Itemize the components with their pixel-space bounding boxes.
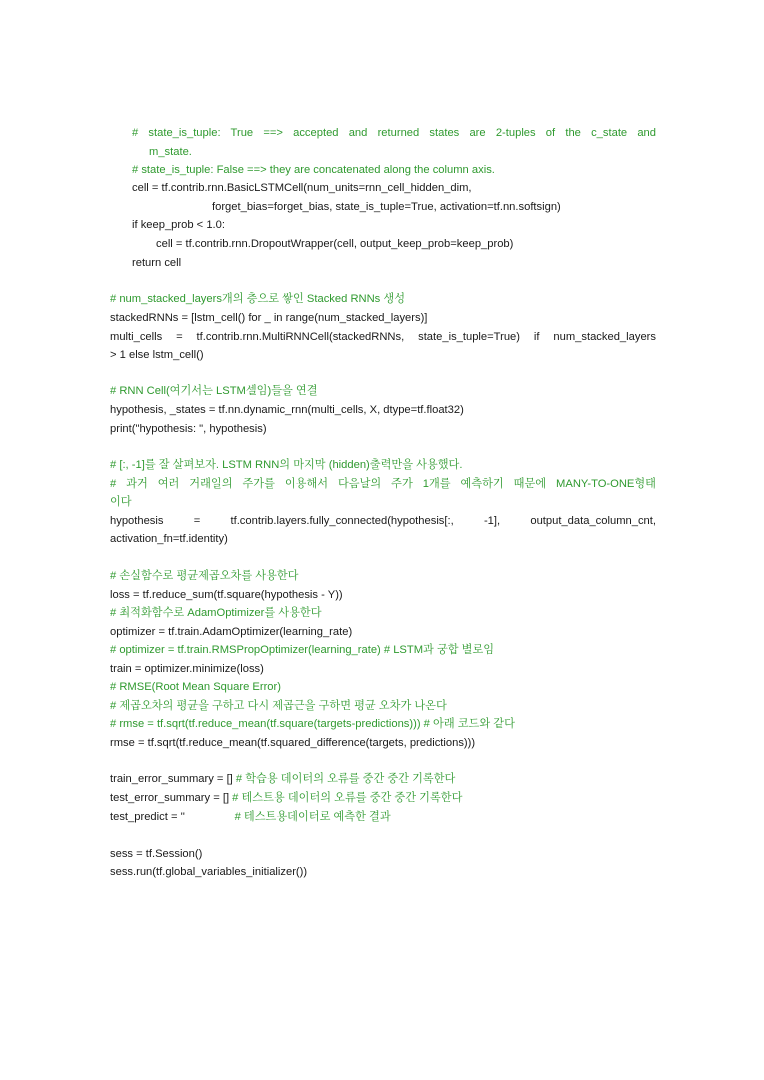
code-comment-line: # state_is_tuple: True ==> accepted and returned states are 2-tuples of the c_state and xyxy=(132,127,656,139)
code-statement: test_error_summary = [] xyxy=(110,792,233,804)
code-line: if keep_prob < 1.0: xyxy=(132,219,225,231)
code-line xyxy=(110,789,656,807)
code-comment-line: 이다 xyxy=(110,496,132,508)
code-line: print("hypothesis: ", hypothesis) xyxy=(110,423,267,435)
code-line: stackedRNNs = [lstm_cell() for _ in range(num_stacked_layers)] xyxy=(110,312,428,324)
code-comment-line: # optimizer = tf.train.RMSPropOptimizer(learning_rate) # LSTM과 궁합 별로임 xyxy=(110,644,495,656)
code-line xyxy=(110,770,656,788)
code-line: return cell xyxy=(132,257,182,269)
code-line: activation_fn=tf.identity) xyxy=(110,533,228,545)
code-line: optimizer = tf.train.AdamOptimizer(learning_rate) xyxy=(110,626,353,638)
code-comment-line: # state_is_tuple: False ==> they are concatenated along the column axis. xyxy=(132,164,495,176)
inline-comment: # 테스트용데이터로 예측한 결과 xyxy=(234,811,391,823)
code-line: cell = tf.contrib.rnn.BasicLSTMCell(num_units=rnn_cell_hidden_dim, xyxy=(132,182,472,194)
code-comment-line: # num_stacked_layers개의 층으로 쌓인 Stacked RNNs 생성 xyxy=(110,293,405,305)
code-line: sess = tf.Session() xyxy=(110,848,203,860)
code-comment-line: # RMSE(Root Mean Square Error) xyxy=(110,681,281,693)
code-comment-line: # RNN Cell(여기서는 LSTM셀임)들을 연결 xyxy=(110,385,318,397)
code-line: sess.run(tf.global_variables_initializer()) xyxy=(110,866,308,878)
code-line: hypothesis, _states = tf.nn.dynamic_rnn(multi_cells, X, dtype=tf.float32) xyxy=(110,404,464,416)
code-line: rmse = tf.sqrt(tf.reduce_mean(tf.squared_difference(targets, predictions))) xyxy=(110,737,476,749)
inline-comment: # 학습용 데이터의 오류를 중간 중간 기록한다 xyxy=(235,773,456,785)
code-line xyxy=(110,808,656,826)
code-comment-line: # 제곱오차의 평균을 구하고 다시 제곱근을 구하면 평균 오차가 나온다 xyxy=(110,700,447,712)
code-comment-line: # 손실함수로 평균제곱오차를 사용한다 xyxy=(110,570,299,582)
code-line: hypothesis = tf.contrib.layers.fully_connected(hypothesis[:, -1], output_data_column_cnt, xyxy=(110,515,656,527)
code-comment-line: # 과거 여러 거래일의 주가를 이용해서 다음날의 주가 1개를 예측하기 때문에 MANY-TO-ONE형태 xyxy=(110,478,656,490)
code-line: train = optimizer.minimize(loss) xyxy=(110,663,264,675)
code-statement: train_error_summary = [] xyxy=(110,773,236,785)
code-line: > 1 else lstm_cell() xyxy=(110,349,204,361)
code-line: cell = tf.contrib.rnn.DropoutWrapper(cell, output_keep_prob=keep_prob) xyxy=(156,238,514,250)
code-comment-line: m_state. xyxy=(149,146,192,158)
code-comment-line: # [:, -1]를 잘 살펴보자. LSTM RNN의 마지막 (hidden)출력만을 사용했다. xyxy=(110,459,463,471)
code-line: multi_cells = tf.contrib.rnn.MultiRNNCell(stackedRNNs, state_is_tuple=True) if num_stacked_layers xyxy=(110,331,656,343)
inline-comment: # 테스트용 데이터의 오류를 중간 중간 기록한다 xyxy=(232,792,463,804)
code-comment-line: # 최적화함수로 AdamOptimizer를 사용한다 xyxy=(110,607,322,619)
code-statement: test_predict = '' xyxy=(110,811,235,823)
code-comment-line: # rmse = tf.sqrt(tf.reduce_mean(tf.square(targets-predictions))) # 아래 코드와 같다 xyxy=(110,718,515,730)
code-line: forget_bias=forget_bias, state_is_tuple=True, activation=tf.nn.softsign) xyxy=(212,201,561,213)
code-line: loss = tf.reduce_sum(tf.square(hypothesis - Y)) xyxy=(110,589,343,601)
